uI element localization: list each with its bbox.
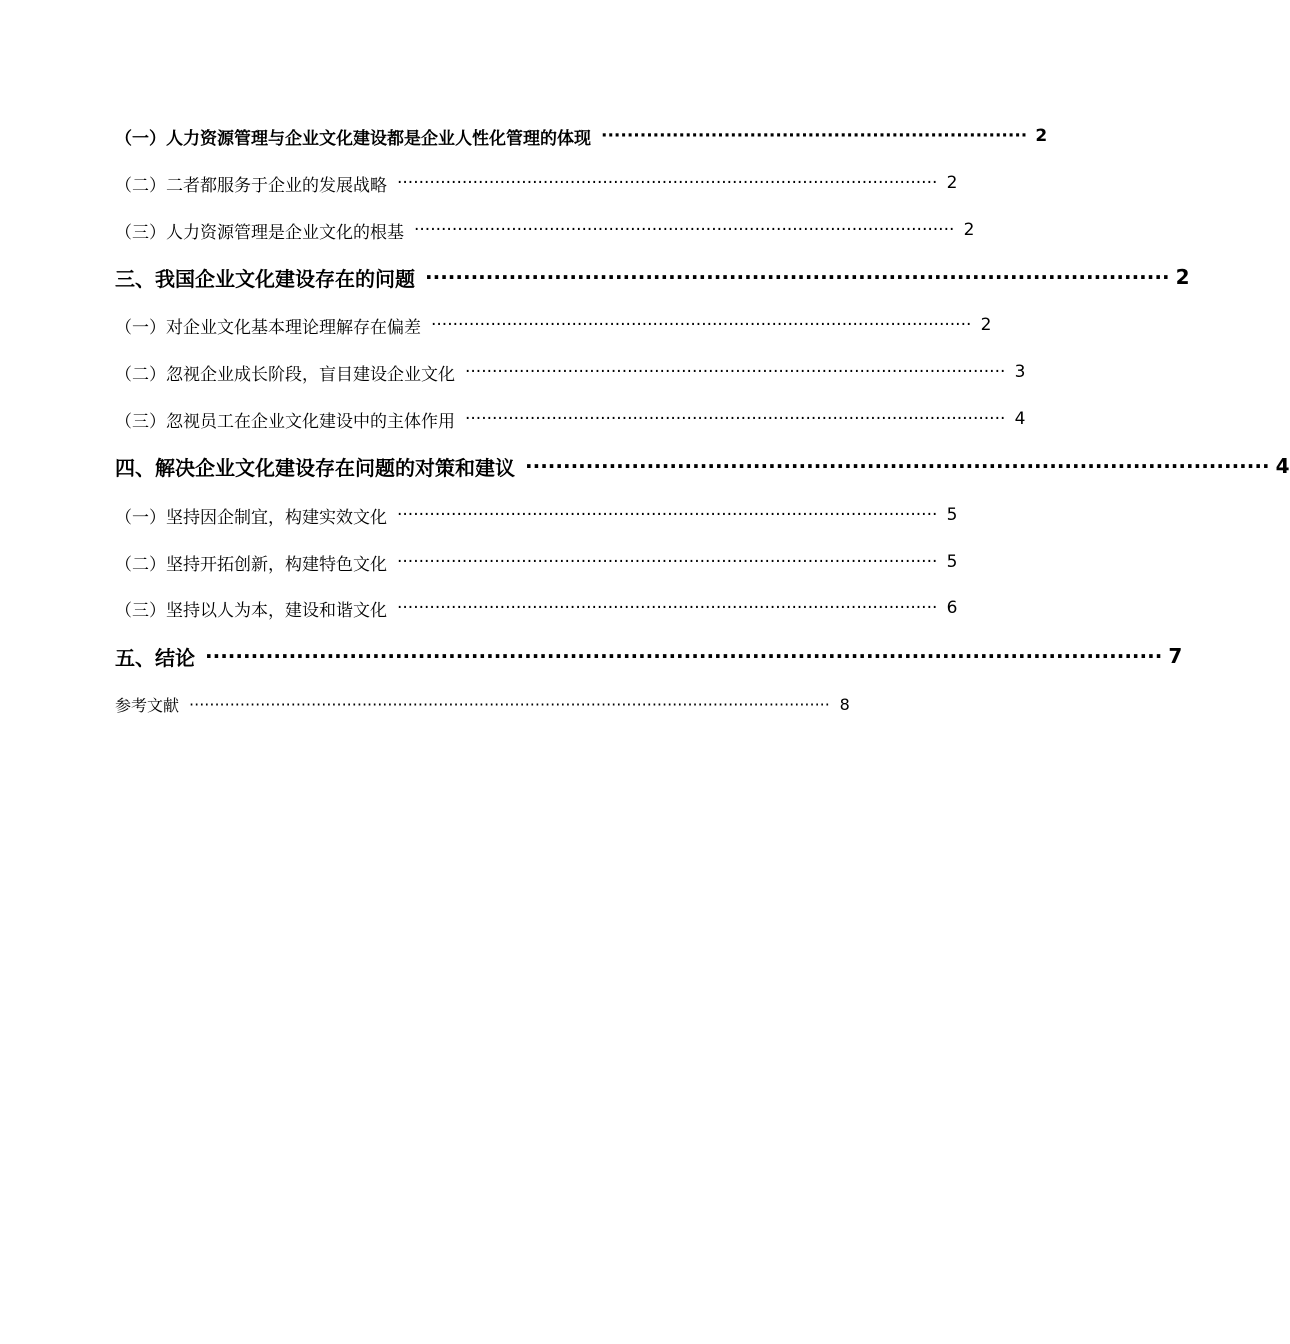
toc-entry-2-3[interactable] <box>115 215 975 245</box>
dot-leader: ···································································································· <box>397 552 938 572</box>
toc-entry-chapter-5[interactable] <box>115 639 1183 673</box>
toc-entry-label: 五、结论 <box>115 645 195 670</box>
toc-page-number: 4 <box>1014 409 1026 429</box>
toc-page-number: 4 <box>1275 454 1290 478</box>
dot-leader: ······························································································································ <box>205 644 1163 668</box>
dot-leader: ···································································································· <box>465 362 1006 382</box>
toc-entry-references[interactable] <box>115 689 850 719</box>
toc-entry-4-3[interactable] <box>115 593 958 623</box>
toc-entry-2-2[interactable] <box>115 168 958 198</box>
toc-entry-label: （一）对企业文化基本理论理解存在偏差 <box>115 317 421 338</box>
toc-entry-3-2[interactable] <box>115 357 1026 387</box>
toc-entry-label: （三）坚持以人为本，建设和谐文化 <box>115 600 387 621</box>
toc-page-number: 2 <box>963 220 975 240</box>
toc-page-number: 7 <box>1168 644 1183 668</box>
dot-leader: ·································································································· <box>525 454 1270 478</box>
dot-leader: ······························································································································ <box>189 694 830 714</box>
toc-entry-3-1[interactable] <box>115 310 992 340</box>
toc-page-number: 5 <box>946 505 958 525</box>
toc-entry-label: （一）人力资源管理与企业文化建设都是企业人性化管理的体现 <box>115 128 591 149</box>
dot-leader: ···································································································· <box>397 173 938 193</box>
toc-entry-4-1[interactable] <box>115 500 958 530</box>
toc-page-number: 2 <box>1175 265 1190 289</box>
toc-entry-label: （三）人力资源管理是企业文化的根基 <box>115 222 404 243</box>
dot-leader: ···································································································· <box>414 220 955 240</box>
toc-entry-3-3[interactable] <box>115 404 1026 434</box>
dot-leader: ···································································································· <box>397 505 938 525</box>
toc-entry-label: 参考文献 <box>115 695 180 715</box>
toc-page-number: 3 <box>1014 362 1026 382</box>
dot-leader: ·································································································· <box>425 265 1170 289</box>
dot-leader: ···································································································· <box>465 409 1006 429</box>
toc-entry-label: （二）忽视企业成长阶段，盲目建设企业文化 <box>115 364 455 385</box>
toc-page-number: 5 <box>946 552 958 572</box>
dot-leader: ···································································································· <box>431 315 972 335</box>
toc-entry-chapter-4[interactable] <box>115 449 1290 483</box>
toc-page-number: 2 <box>946 173 958 193</box>
toc-entry-label: （二）二者都服务于企业的发展战略 <box>115 175 387 196</box>
toc-entry-label: （三）忽视员工在企业文化建设中的主体作用 <box>115 411 455 432</box>
toc-entry-chapter-3[interactable] <box>115 260 1190 294</box>
toc-page-number: 8 <box>839 694 850 714</box>
dot-leader: ···································································································· <box>397 598 938 618</box>
toc-entry-label: （二）坚持开拓创新，构建特色文化 <box>115 554 387 575</box>
toc-entry-label: 三、我国企业文化建设存在的问题 <box>115 266 415 291</box>
dot-leader: ·································································· <box>601 126 1028 146</box>
toc-entry-4-2[interactable] <box>115 547 958 577</box>
toc-page-number: 2 <box>1035 126 1048 146</box>
toc-page-number: 2 <box>980 315 992 335</box>
toc-page-number: 6 <box>946 598 958 618</box>
toc-entry-label: （一）坚持因企制宜，构建实效文化 <box>115 507 387 528</box>
toc-entry-label: 四、解决企业文化建设存在问题的对策和建议 <box>115 455 515 480</box>
toc-entry-2-1[interactable] <box>115 121 1048 151</box>
